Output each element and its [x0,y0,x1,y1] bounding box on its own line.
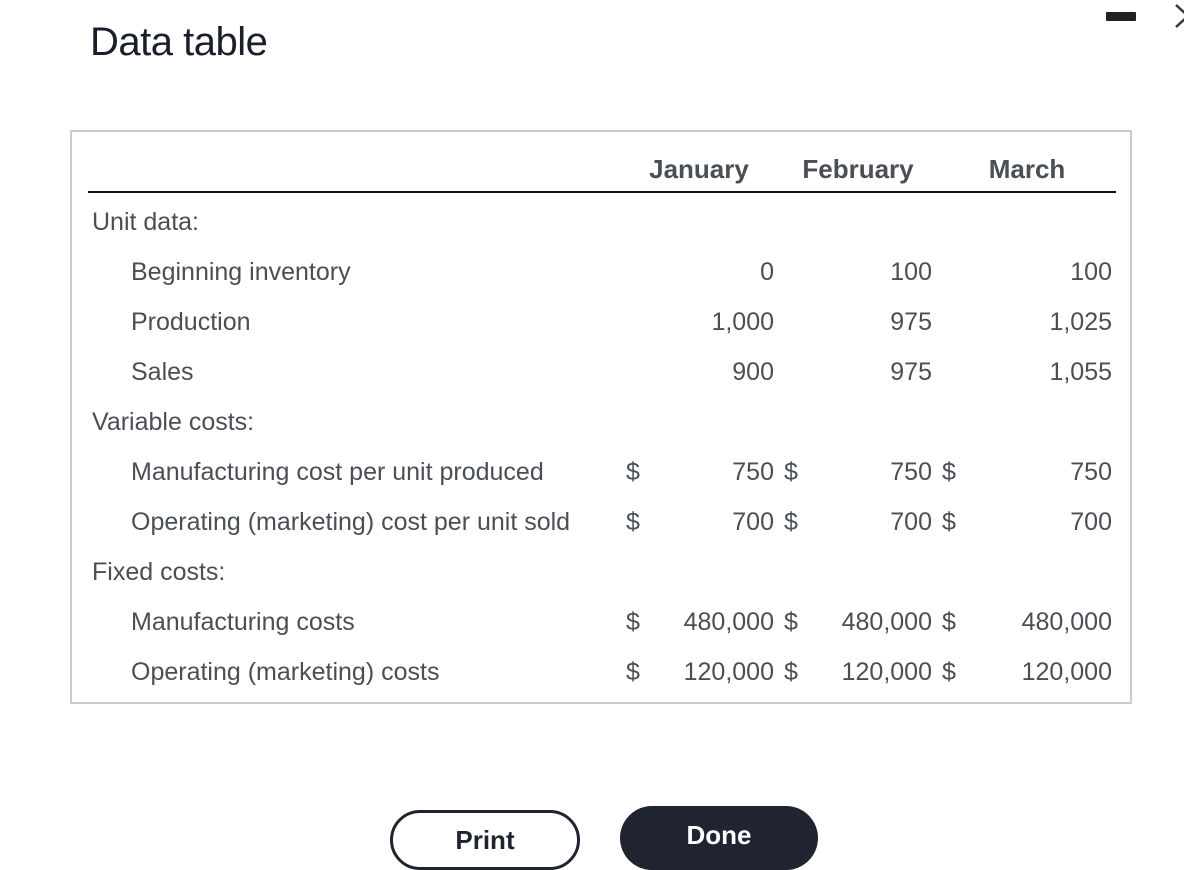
row-label: Manufacturing cost per unit produced [131,458,544,486]
currency-symbol: $ [942,508,956,536]
section-label-variable-costs: Variable costs: [92,408,255,436]
table-cell-february: 975 [890,358,932,386]
table-cell-january: 0 [760,258,774,286]
table-cell-march: 700 [1070,508,1112,536]
row-label: Operating (marketing) costs [131,658,440,686]
currency-symbol: $ [626,658,640,686]
table-cell-february: 100 [890,258,932,286]
table-cell-january: 120,000 [683,658,774,686]
row-label: Manufacturing costs [131,608,355,636]
row-label: Production [131,308,251,336]
row-label: Beginning inventory [131,258,351,286]
table-cell-february: 700 [890,508,932,536]
print-button[interactable]: Print [390,810,580,870]
table-cell-january: 700 [732,508,774,536]
currency-symbol: $ [784,508,798,536]
currency-symbol: $ [942,608,956,636]
table-cell-february: 750 [890,458,932,486]
close-icon[interactable] [1166,3,1184,29]
currency-symbol: $ [626,458,640,486]
table-cell-january: 750 [732,458,774,486]
table-cell-march: 1,055 [1049,358,1112,386]
table-cell-march: 120,000 [1021,658,1112,686]
dialog-title: Data table [90,20,268,64]
table-cell-february: 975 [890,308,932,336]
header-divider [88,191,1116,193]
section-label-unit-data: Unit data: [92,208,200,236]
currency-symbol: $ [942,658,956,686]
table-cell-january: 1,000 [711,308,774,336]
row-label: Sales [131,358,194,386]
currency-symbol: $ [626,508,640,536]
table-cell-march: 750 [1070,458,1112,486]
column-header-march: March [988,154,1066,184]
table-cell-march: 100 [1070,258,1112,286]
currency-symbol: $ [784,458,798,486]
column-header-february: February [802,154,914,184]
table-cell-march: 1,025 [1049,308,1112,336]
currency-symbol: $ [942,458,956,486]
done-button[interactable]: Done [620,806,818,870]
table-cell-january: 480,000 [683,608,774,636]
currency-symbol: $ [784,608,798,636]
table-cell-january: 900 [732,358,774,386]
section-label-fixed-costs: Fixed costs: [92,558,226,586]
column-header-january: January [649,154,749,184]
minimize-icon[interactable] [1106,12,1136,21]
table-cell-march: 480,000 [1021,608,1112,636]
currency-symbol: $ [626,608,640,636]
row-label: Operating (marketing) cost per unit sold [131,508,571,536]
table-cell-february: 480,000 [841,608,932,636]
table-cell-february: 120,000 [841,658,932,686]
currency-symbol: $ [784,658,798,686]
